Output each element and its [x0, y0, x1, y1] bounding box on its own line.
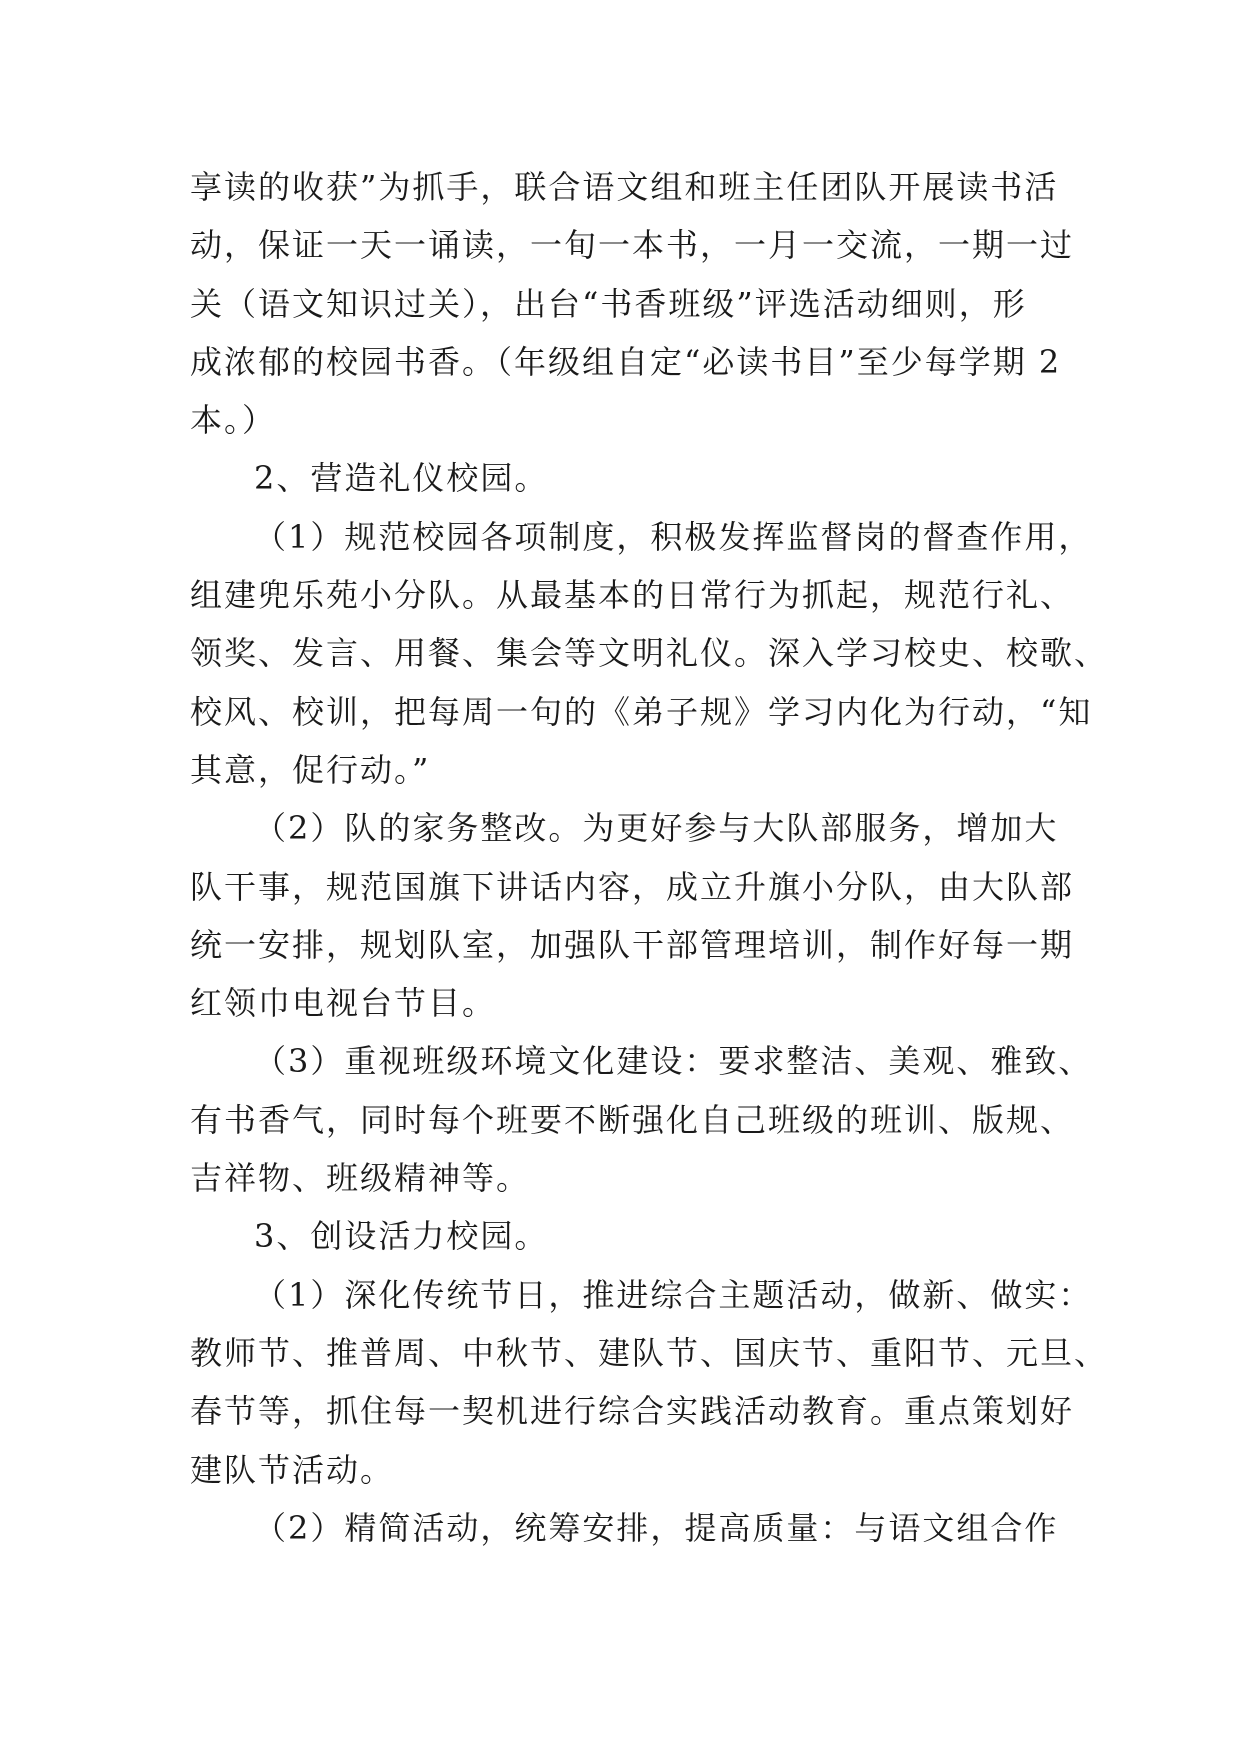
text-line: 红领巾电视台节目。 — [190, 984, 497, 1023]
paragraph-etiquette-item-1 — [190, 508, 1109, 799]
text-line: 领奖、发言、用餐、集会等文明礼仪。深入学习校史、校歌、 — [190, 634, 1109, 673]
heading-line: 3、创设活力校园。 — [254, 1217, 549, 1256]
text-line: 春节等，抓住每一契机进行综合实践活动教育。重点策划好 — [190, 1392, 1075, 1431]
text-line: （1）规范校园各项制度，积极发挥监督岗的督查作用， — [254, 517, 1093, 556]
paragraph-etiquette-item-2 — [190, 799, 1075, 1032]
text-line: 本。） — [190, 401, 277, 440]
text-line: 成浓郁的校园书香。（年级组自定“必读书目”至少每学期 2 — [190, 342, 1062, 381]
text-line: 吉祥物、班级精神等。 — [190, 1159, 531, 1198]
text-line: 享读的收获”为抓手，联合语文组和班主任团队开展读书活 — [190, 168, 1059, 206]
text-line: 其意，促行动。” — [190, 750, 431, 789]
document-body — [190, 158, 1109, 1557]
section-heading-etiquette-campus — [190, 449, 1070, 507]
text-line: 校风、校训，把每周一句的《弟子规》学习内化为行动，“知 — [190, 692, 1093, 731]
text-line: 动，保证一天一诵读，一旬一本书，一月一交流，一期一过 — [190, 226, 1075, 265]
text-line: 关（语文知识过关），出台“书香班级”评选活动细则，形 — [190, 284, 1027, 323]
paragraph-vibrant-item-2 — [190, 1499, 1070, 1557]
text-line: （3）重视班级环境文化建设：要求整洁、美观、雅致、 — [254, 1042, 1093, 1081]
text-line: （2）队的家务整改。为更好参与大队部服务，增加大 — [254, 809, 1059, 848]
paragraph-etiquette-item-3 — [190, 1032, 1093, 1207]
paragraph-reading-activities — [190, 158, 1075, 449]
section-heading-vibrant-campus — [190, 1207, 1070, 1265]
text-line: 教师节、推普周、中秋节、建队节、国庆节、重阳节、元旦、 — [190, 1333, 1109, 1372]
text-line: 组建兜乐苑小分队。从最基本的日常行为抓起，规范行礼、 — [190, 576, 1075, 615]
text-line: （1）深化传统节日，推进综合主题活动，做新、做实： — [254, 1275, 1093, 1314]
heading-line: 2、营造礼仪校园。 — [254, 459, 549, 498]
text-line: （2）精简活动，统筹安排，提高质量：与语文组合作 — [254, 1508, 1059, 1547]
text-line: 队干事，规范国旗下讲话内容，成立升旗小分队，由大队部 — [190, 867, 1075, 906]
text-line: 统一安排，规划队室，加强队干部管理培训，制作好每一期 — [190, 925, 1075, 964]
text-line: 有书香气，同时每个班要不断强化自己班级的班训、版规、 — [190, 1100, 1075, 1139]
paragraph-vibrant-item-1 — [190, 1266, 1109, 1499]
text-line: 建队节活动。 — [190, 1450, 395, 1489]
